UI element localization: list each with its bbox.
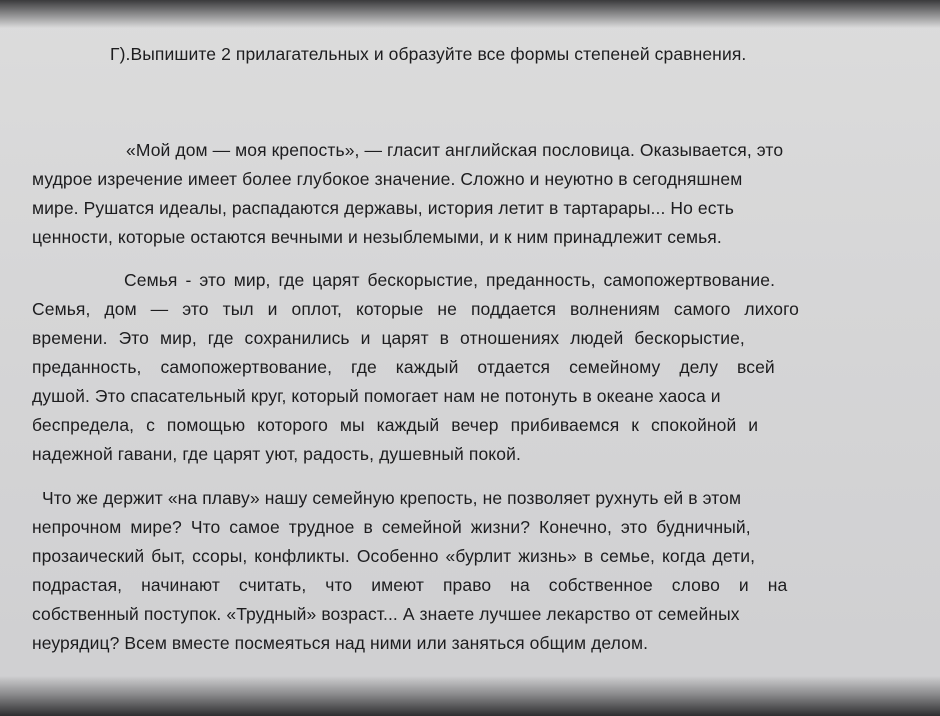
text-line: мире. Рушатся идеалы, распадаются державы, история летит в тартарары... Но есть (32, 198, 734, 218)
page-bottom-shadow (0, 676, 940, 716)
paragraph-3 (32, 484, 898, 658)
paragraph-2 (32, 266, 894, 469)
text-line: преданность, самопожертвование, где каждый отдается семейному делу всей (32, 357, 775, 377)
paragraph-1 (32, 136, 892, 252)
text-line: времени. Это мир, где сохранились и царят в отношениях людей бескорыстие, (32, 328, 745, 348)
text-line: подрастая, начинают считать, что имеют право на собственное слово и на (32, 575, 788, 595)
text-line: непрочном мире? Что самое трудное в семейной жизни? Конечно, это будничный, (32, 517, 751, 537)
text-line: душой. Это спасательный круг, который помогает нам не потонуть в океане хаоса и (32, 386, 721, 406)
text-line: прозаический быт, ссоры, конфликты. Особенно «бурлит жизнь» в семье, когда дети, (32, 546, 756, 566)
text-line: Семья - это мир, где царят бескорыстие, преданность, самопожертвование. (124, 270, 776, 290)
text-line: беспредела, с помощью которого мы каждый вечер прибиваемся к спокойной и (32, 415, 759, 435)
text-line: надежной гавани, где царят уют, радость, душевный покой. (32, 444, 521, 464)
text-line: «Мой дом — моя крепость», — гласит английская пословица. Оказывается, это (126, 140, 784, 160)
text-line: собственный поступок. «Трудный» возраст... А знаете лучшее лекарство от семейных (32, 604, 740, 624)
text-line: мудрое изречение имеет более глубокое значение. Сложно и неуютно в сегодняшнем (32, 169, 743, 189)
text-line: неурядиц? Всем вместе посмеяться над ними или заняться общим делом. (32, 633, 649, 653)
page-top-shadow (0, 0, 940, 28)
text-line: Семья, дом — это тыл и оплот, которые не поддается волнениям самого лихого (32, 299, 800, 319)
text-line: ценности, которые остаются вечными и незыблемыми, и к ним принадлежит семья. (32, 227, 722, 247)
text-line: Что же держит «на плаву» нашу семейную крепость, не позволяет рухнуть ей в этом (42, 488, 742, 508)
task-heading: Г).Выпишите 2 прилагательных и образуйте все формы степеней сравнения. (110, 44, 747, 64)
